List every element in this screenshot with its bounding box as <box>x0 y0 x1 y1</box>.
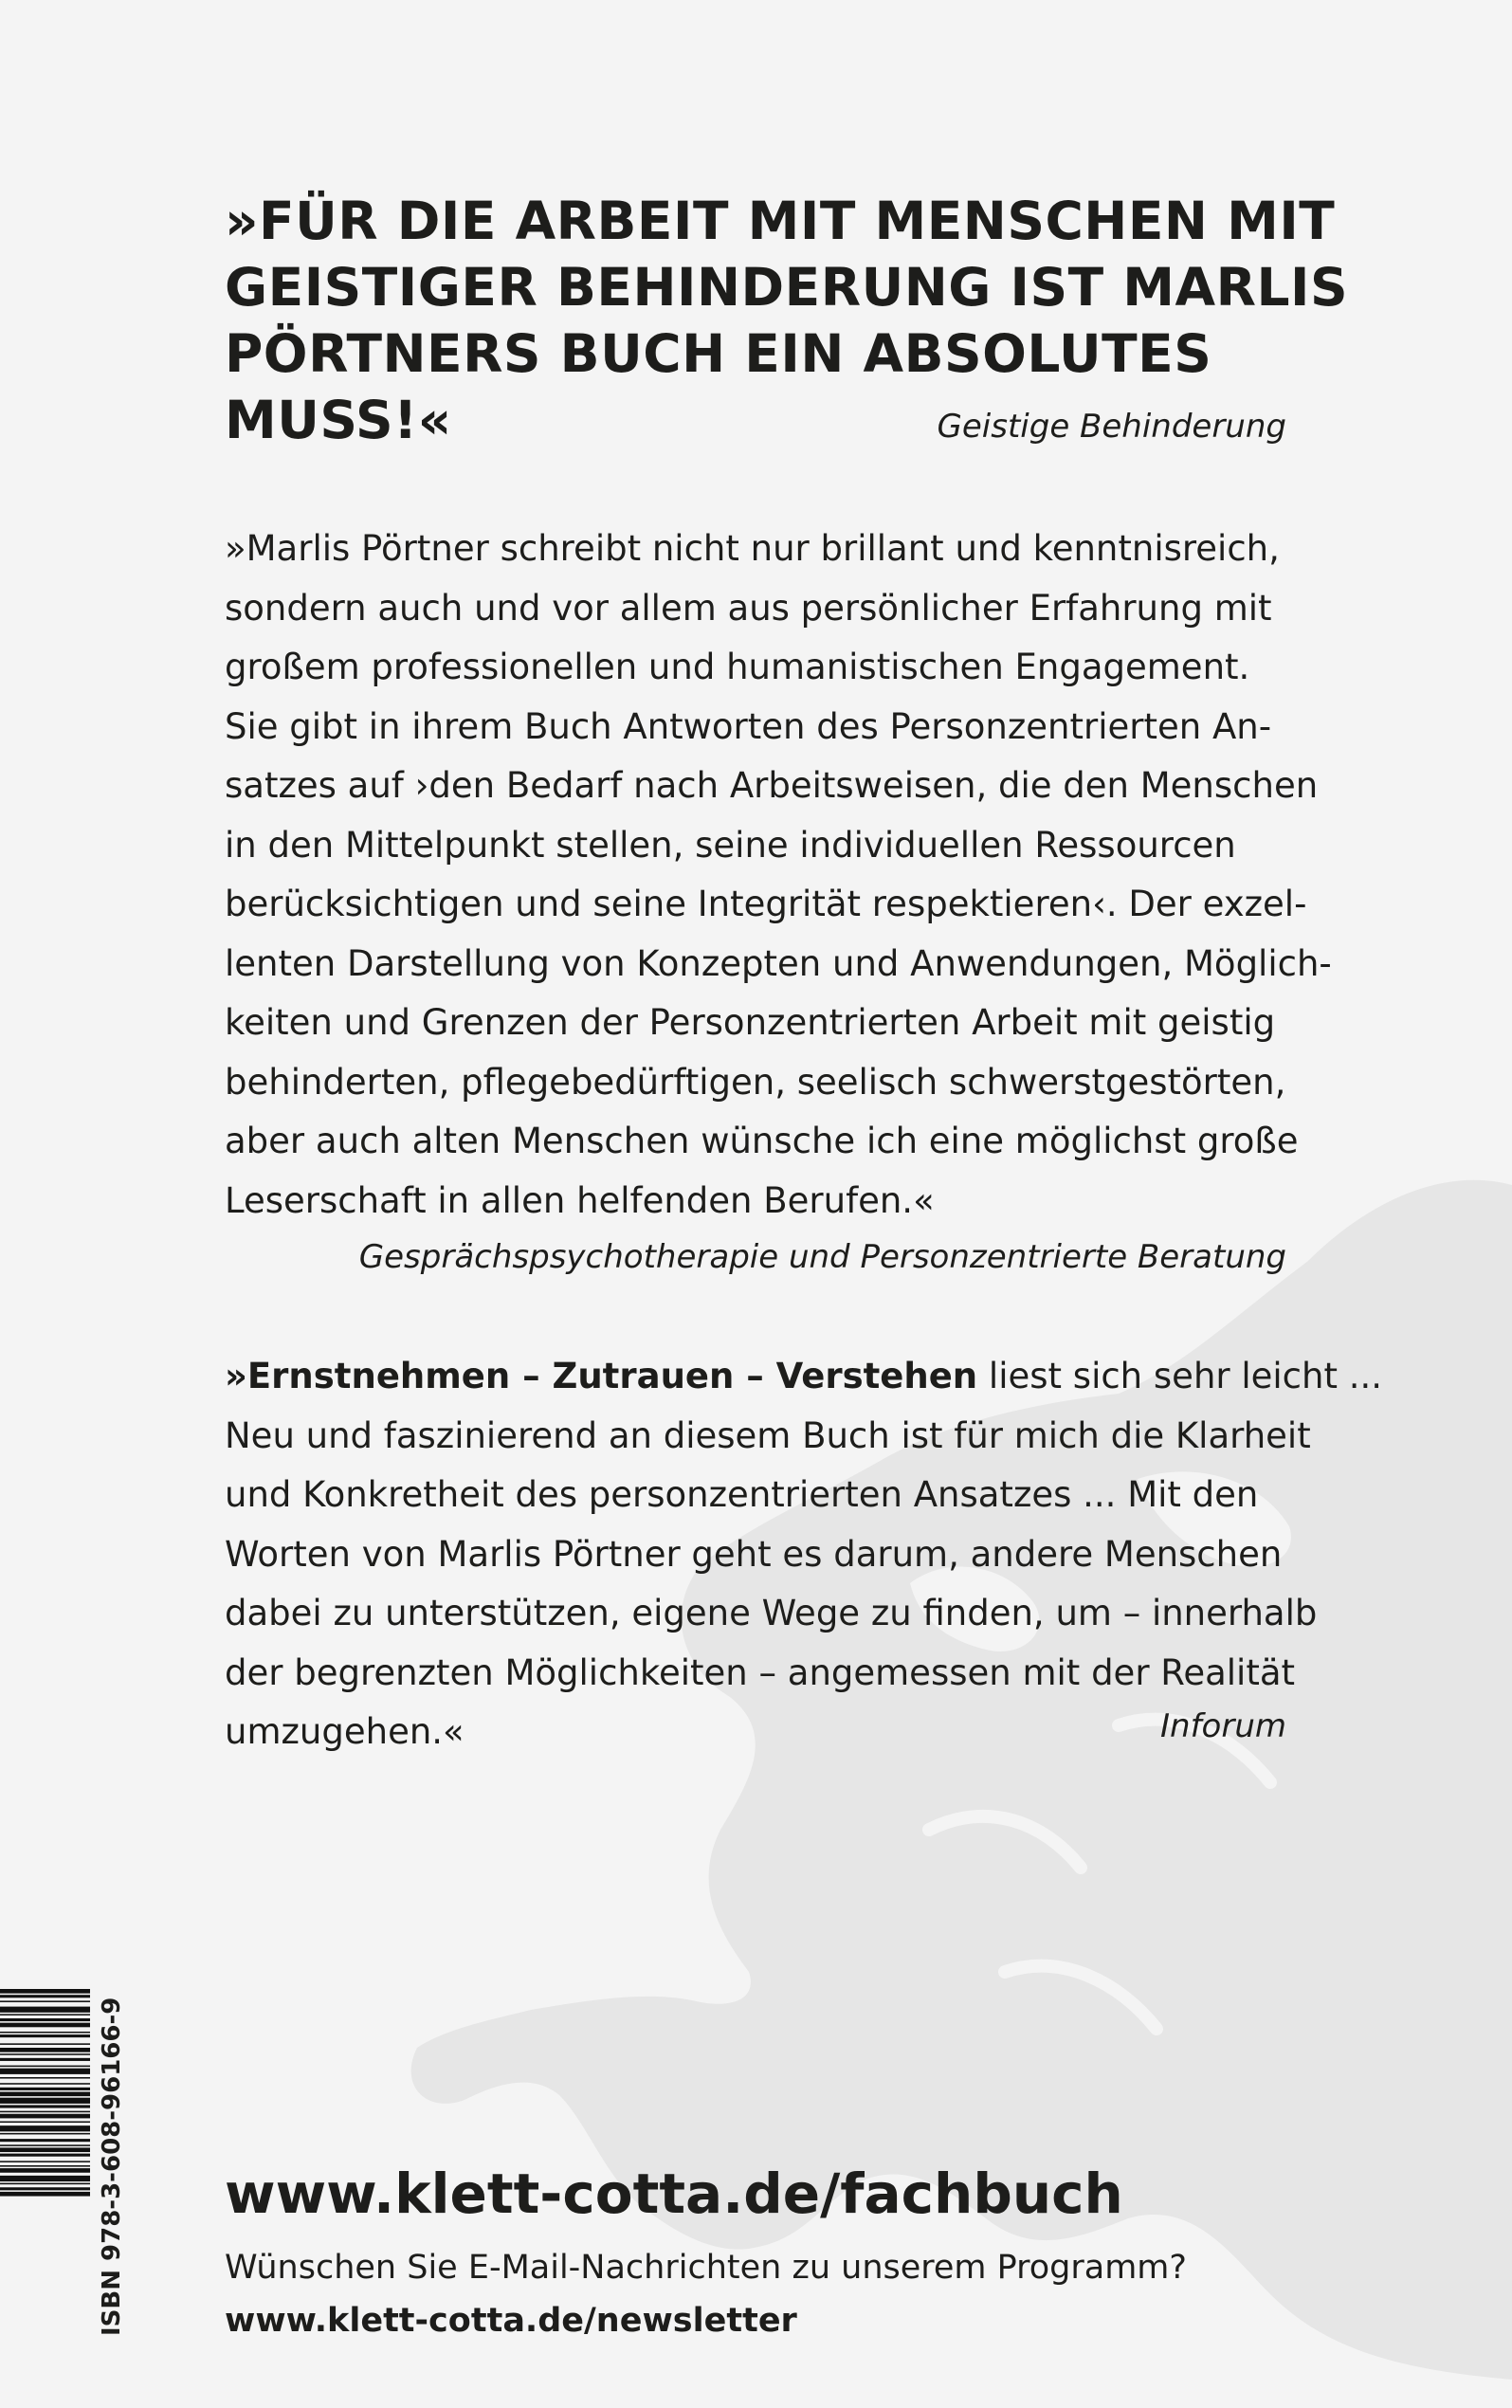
quote-line: berücksichtigen und seine Integrität respektieren‹. Der exzel- <box>225 884 1307 924</box>
quote-line: dabei zu unterstützen, eigene Wege zu finden, um – innerhalb <box>225 1593 1318 1633</box>
headline-line: »FÜR DIE ARBEIT MIT MENSCHEN MIT <box>225 191 1336 251</box>
headline-line: MUSS!« <box>225 390 452 450</box>
quote-line: großem professionellen und humanistischen Engagement. <box>225 647 1250 687</box>
quote-text: liest sich sehr leicht ... <box>977 1356 1383 1396</box>
quote-line: der begrenzten Möglichkeiten – angemessen mit der Realität <box>225 1651 1296 1693</box>
quote-line: keiten und Grenzen der Personzentrierten Arbeit mit geistig <box>225 1002 1276 1043</box>
quote-line: sondern auch und vor allem aus persönlicher Erfahrung mit <box>225 587 1272 629</box>
review-source-2: Inforum <box>1160 1707 1286 1745</box>
book-title: »Ernstnehmen – Zutrauen – Verstehen <box>225 1356 978 1396</box>
review-quote-2 <box>225 1347 1382 1762</box>
quote-line: Neu und faszinierend an diesem Buch ist für mich die Klarheit <box>225 1414 1311 1456</box>
quote-line: umzugehen.« <box>225 1711 465 1752</box>
quote-line: lenten Darstellung von Konzepten und Anwendungen, Möglich- <box>225 942 1332 984</box>
newsletter-link[interactable]: www.klett-cotta.de/newsletter <box>225 2302 797 2340</box>
isbn-number: ISBN 978-3-608-96166-9 <box>98 1997 126 2336</box>
quote-line: »Marlis Pörtner schreibt nicht nur brillant und kenntnisreich, <box>225 528 1280 569</box>
website-link[interactable]: www.klett-cotta.de/fachbuch <box>225 2162 1123 2226</box>
quote-line: satzes auf ›den Bedarf nach Arbeitsweisen, die den Menschen <box>225 765 1319 806</box>
quote-line: Sie gibt in ihrem Buch Antworten des Personzentrierten An- <box>225 705 1272 747</box>
barcode <box>0 1989 90 2335</box>
headline-line: GEISTIGER BEHINDERUNG IST MARLIS <box>225 257 1349 318</box>
headline-line: PÖRTNERS BUCH EIN ABSOLUTES <box>225 323 1212 384</box>
quote-line: behinderten, pflegebedürftigen, seelisch schwerstgestörten, <box>225 1061 1286 1103</box>
quote-line: aber auch alten Menschen wünsche ich eine möglichst große <box>225 1121 1299 1161</box>
headline-source: Geistige Behinderung <box>937 408 1286 446</box>
newsletter-question: Wünschen Sie E-Mail-Nachrichten zu unserem Programm? <box>225 2249 1187 2287</box>
quote-line: Leserschaft in allen helfenden Berufen.« <box>225 1179 935 1221</box>
quote-line: Worten von Marlis Pörtner geht es darum, andere Menschen <box>225 1533 1283 1575</box>
review-quote-1 <box>225 520 1332 1231</box>
review-source-1: Gesprächspsychotherapie und Personzentrierte Beratung <box>358 1238 1286 1276</box>
quote-line: in den Mittelpunkt stellen, seine individuellen Ressourcen <box>225 824 1236 866</box>
quote-line <box>225 1347 1382 1407</box>
quote-line: und Konkretheit des personzentrierten Ansatzes ... Mit den <box>225 1474 1259 1515</box>
